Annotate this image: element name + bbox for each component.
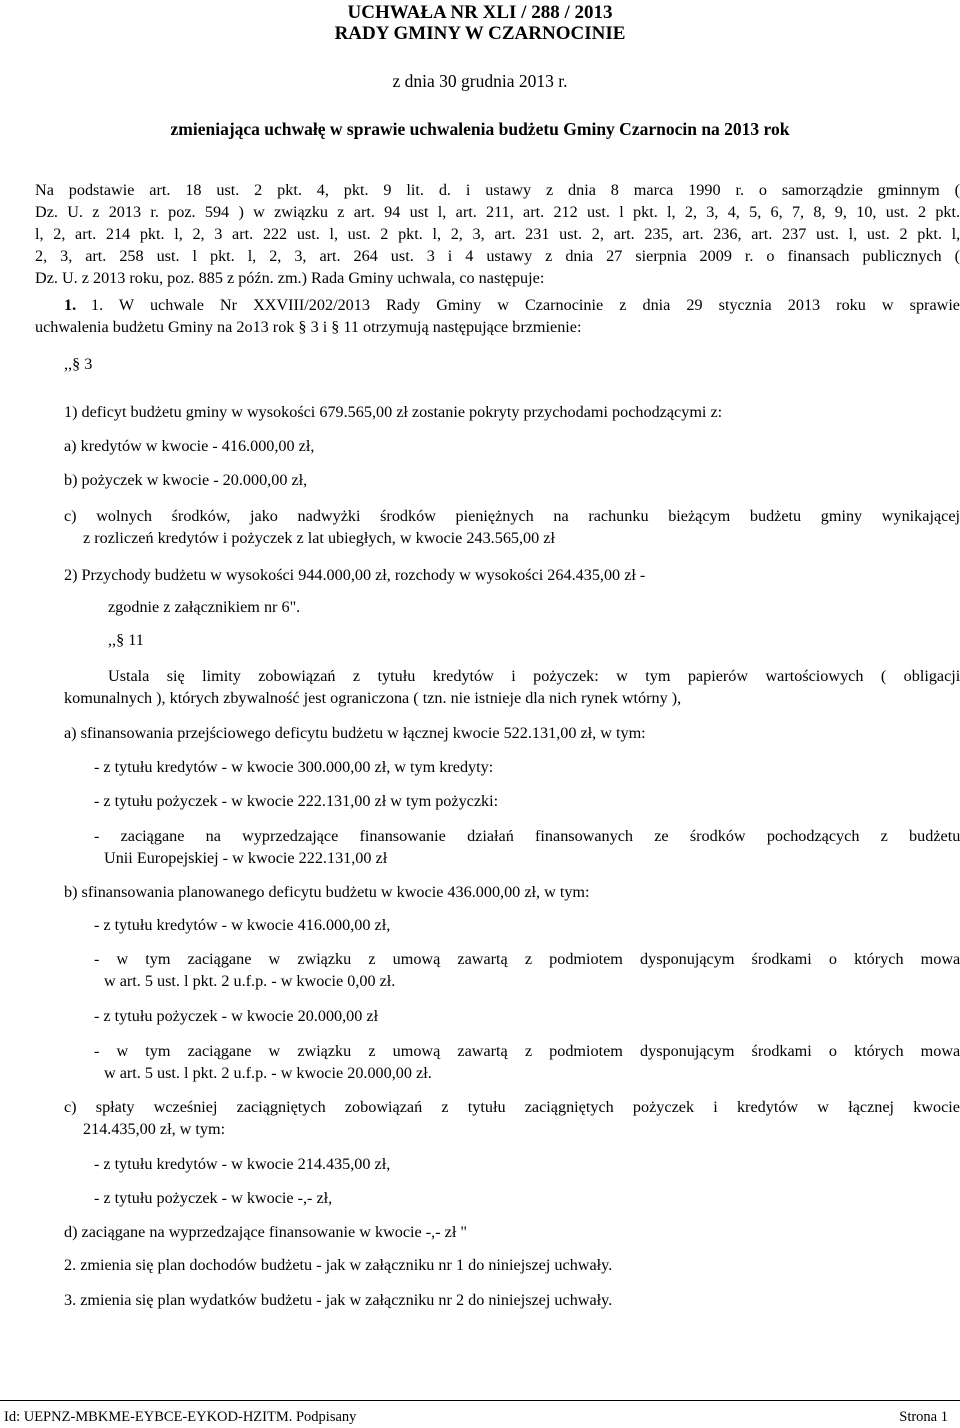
sec11-item-b-3: - z tytułu pożyczek - w kwocie 20.000,00 zł	[94, 1007, 379, 1025]
footer-divider	[0, 1400, 960, 1401]
sec3-item-c-line-2: z rozliczeń kredytów i pożyczek z lat ubiegłych, w kwocie 243.565,00 zł	[83, 529, 555, 547]
point-3: 3. zmienia się plan wydatków budżetu - jak w załączniku nr 2 do niniejszej uchwały.	[64, 1291, 613, 1309]
sec3-item-1: 1) deficyt budżetu gminy w wysokości 679.565,00 zł zostanie pokryty przychodami pochodzącymi z:	[64, 403, 723, 421]
resolution-subject: zmieniająca uchwałę w sprawie uchwalenia budżetu Gminy Czarnocin na 2013 rok	[170, 119, 790, 139]
sec11-item-b-4-line-2: w art. 5 ust. l pkt. 2 u.f.p. - w kwocie 20.000,00 zł.	[104, 1064, 432, 1082]
sec11-item-b-1: - z tytułu kredytów - w kwocie 416.000,00 zł,	[94, 916, 391, 934]
sec11-item-c-2: - z tytułu pożyczek - w kwocie -,- zł,	[94, 1189, 333, 1207]
sec11-item-a-3-line-1: - zaciągane na wyprzedzające finansowanie działań finansowanych ze środków pochodzących z budżetu	[94, 827, 960, 845]
sec11-item-a-2: - z tytułu pożyczek - w kwocie 222.131,00 zł w tym pożyczki:	[94, 792, 499, 810]
sec11-item-b-2-line-2: w art. 5 ust. l pkt. 2 u.f.p. - w kwocie 0,00 zł.	[104, 972, 396, 990]
sec11-item-a-3-line-2: Unii Europejskiej - w kwocie 222.131,00 zł	[104, 849, 388, 867]
section-3-heading: ,,§ 3	[64, 355, 93, 373]
sec11-item-c-line-1: c) spłaty wcześniej zaciągniętych zobowiązań z tytułu zaciągniętych pożyczek i kredytów w łącznej kwocie	[64, 1098, 960, 1116]
document-id: Id: UEPNZ-MBKME-EYBCE-EYKOD-HZITM. Podpisany	[4, 1409, 357, 1425]
sec11-item-c-1: - z tytułu kredytów - w kwocie 214.435,00 zł,	[94, 1155, 391, 1173]
legal-basis-paragraph	[35, 179, 960, 289]
page-number: Strona 1	[899, 1409, 948, 1425]
point-1-line-1: 1. W uchwale Nr XXVIII/202/2013 Rady Gminy w Czarnocinie z dnia 29 stycznia 2013 roku w sprawie	[91, 296, 960, 314]
sec11-item-b-2-line-1: - w tym zaciągane w związku z umową zawartą z podmiotem dysponującym środkami o których mowa	[94, 950, 960, 968]
legal-basis-line: Na podstawie art. 18 ust. 2 pkt. 4, pkt. 9 lit. d. i ustawy z dnia 8 marca 1990 r. o samorządzie gminnym (	[35, 181, 960, 199]
sec3-item-2: 2) Przychody budżetu w wysokości 944.000,00 zł, rozchody w wysokości 264.435,00 zł -	[64, 566, 646, 584]
legal-basis-line: Dz. U. z 2013 r. poz. 594 ) w związku z art. 94 ust l, art. 211, art. 212 ust. l pkt. l, 2, 3, 4, 5, 6, 7, 8, 9, 10, ust. 2 pkt.	[35, 203, 960, 221]
point-2: 2. zmienia się plan dochodów budżetu - jak w załączniku nr 1 do niniejszej uchwały.	[64, 1256, 613, 1274]
section-11-heading: ,,§ 11	[108, 631, 144, 649]
resolution-title: UCHWAŁA NR XLI / 288 / 2013	[347, 2, 613, 23]
sec11-item-a: a) sfinansowania przejściowego deficytu budżetu w łącznej kwocie 522.131,00 zł, w tym:	[64, 724, 646, 742]
sec3-item-2-continuation: zgodnie z załącznikiem nr 6".	[108, 598, 301, 616]
sec11-item-d: d) zaciągane na wyprzedzające finansowanie w kwocie -,- zł "	[64, 1223, 467, 1241]
legal-basis-line: Dz. U. z 2013 roku, poz. 885 z późn. zm.) Rada Gminy uchwala, co następuje:	[35, 269, 545, 287]
sec3-item-b: b) pożyczek w kwocie - 20.000,00 zł,	[64, 471, 308, 489]
sec11-intro-line-2: komunalnych ), których zbywalność jest ograniczona ( tzn. nie istnieje dla nich rynek wtórny ),	[64, 689, 682, 707]
resolution-date: z dnia 30 grudnia 2013 r.	[392, 71, 568, 91]
sec11-item-b-4-line-1: - w tym zaciągane w związku z umową zawartą z podmiotem dysponującym środkami o których mowa	[94, 1042, 960, 1060]
sec3-item-c-line-1: c) wolnych środków, jako nadwyżki środków pieniężnych na rachunku bieżącym budżetu gminy wynikającej	[64, 507, 960, 525]
legal-basis-line: l, 2, art. 214 pkt. l, 2, 3 art. 222 ust. l, ust. 2 pkt. l, 2, 3, art. 231 ust. 2, art. 235, art. 236, art. 237 ust. l, ust. 2 pkt. l,	[35, 225, 960, 243]
sec11-item-b: b) sfinansowania planowanego deficytu budżetu w kwocie 436.000,00 zł, w tym:	[64, 883, 590, 901]
sec11-item-c-line-2: 214.435,00 zł, w tym:	[83, 1120, 226, 1138]
legal-basis-line: 2, 3, art. 258 ust. l pkt. l, 2, 3, art. 264 ust. 3 i 4 ustawy z dnia 27 sierpnia 2009 r. o finansach publicznych (	[35, 247, 960, 265]
point-1-line-2: uchwalenia budżetu Gminy na 2o13 rok § 3 i § 11 otrzymują następujące brzmienie:	[35, 318, 582, 336]
council-name: RADY GMINY W CZARNOCINIE	[334, 23, 626, 44]
sec11-intro-line-1: Ustala się limity zobowiązań z tytułu kredytów i pożyczek: w tym papierów wartościowych ( obligacji	[108, 667, 960, 685]
sec11-item-a-1: - z tytułu kredytów - w kwocie 300.000,00 zł, w tym kredyty:	[94, 758, 494, 776]
sec3-item-a: a) kredytów w kwocie - 416.000,00 zł,	[64, 437, 315, 455]
point-1-number: 1.	[64, 296, 77, 314]
